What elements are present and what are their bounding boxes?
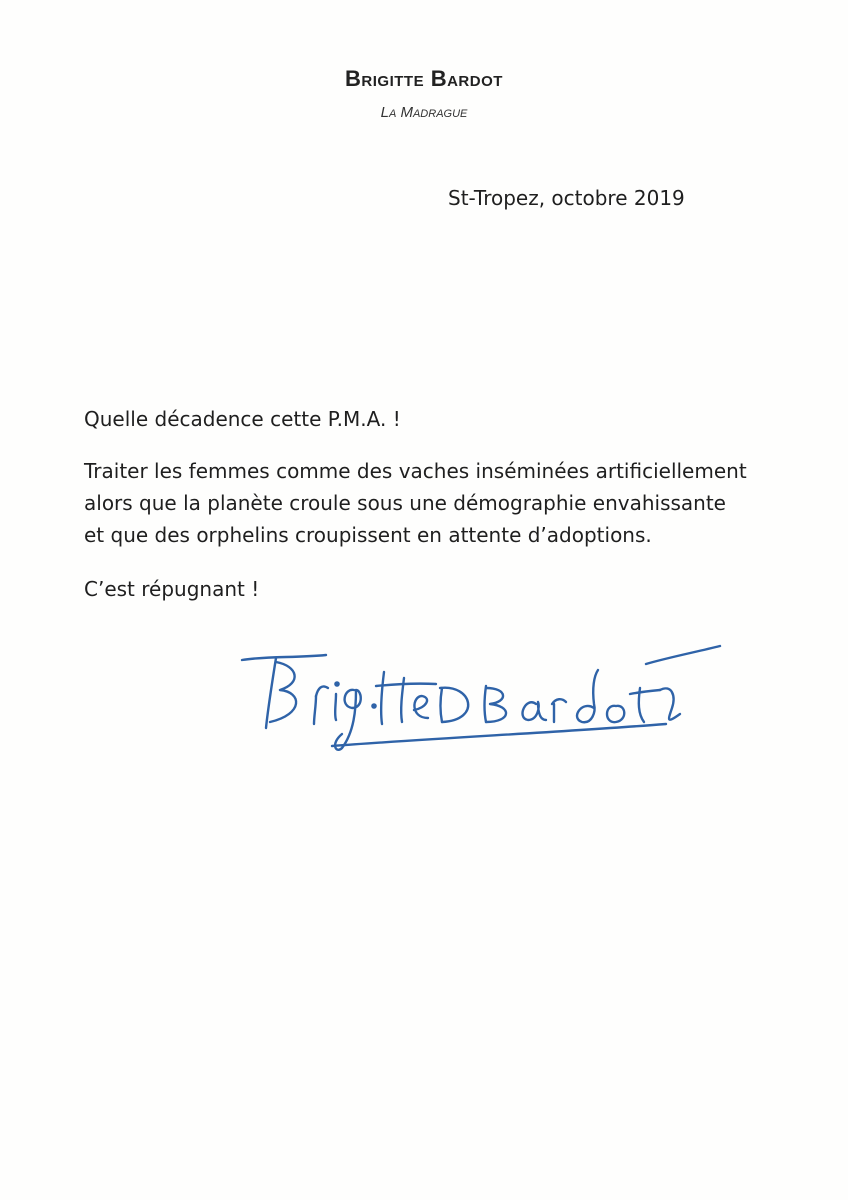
paragraph-line: et que des orphelins croupissent en attente d’adoptions. [84, 523, 652, 547]
date-line: St-Tropez, octobre 2019 [448, 186, 685, 210]
letterhead-place: La Madrague [380, 104, 468, 121]
opening-line: Quelle décadence cette P.M.A. ! [84, 407, 401, 431]
handwritten-signature [236, 628, 726, 763]
letterhead-name: Brigitte Bardot [345, 66, 503, 91]
paragraph-line: alors que la planète croule sous une démographie envahissante [84, 491, 726, 515]
closing-line: C’est répugnant ! [84, 577, 260, 601]
paragraph-line: Traiter les femmes comme des vaches inséminées artificiellement [84, 459, 747, 483]
body-paragraph [84, 455, 784, 551]
